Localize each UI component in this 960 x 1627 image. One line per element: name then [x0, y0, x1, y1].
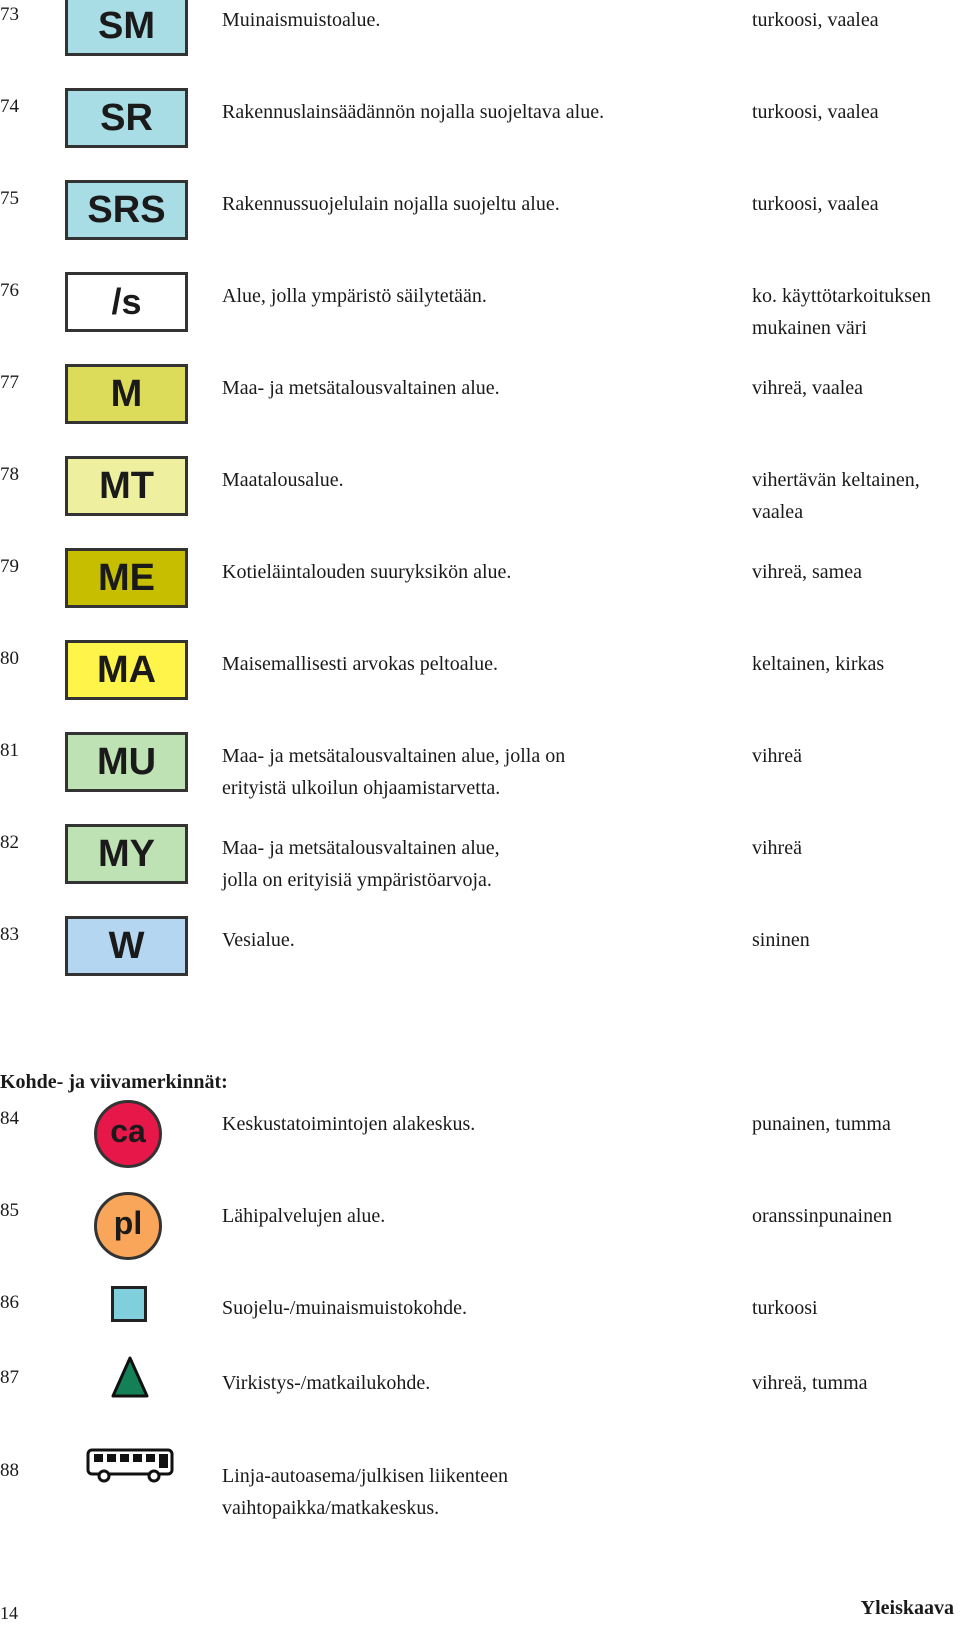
- row-number: 84: [0, 1108, 19, 1129]
- area-code-box: MY: [65, 824, 188, 884]
- row-color: keltainen, kirkas: [752, 653, 885, 675]
- row-number: 75: [0, 188, 19, 209]
- row-number: 82: [0, 832, 19, 853]
- triangle-icon: [110, 1355, 150, 1399]
- service-circle-icon: pl: [94, 1192, 162, 1260]
- row-color: punainen, tumma: [752, 1113, 891, 1135]
- area-code-box: M: [65, 364, 188, 424]
- row-description: Vesialue.: [222, 929, 295, 951]
- row-description: Suojelu-/muinaismuistokohde.: [222, 1297, 467, 1319]
- area-code-box: SM: [65, 0, 188, 56]
- row-description: Alue, jolla ympäristö säilytetään.: [222, 285, 487, 307]
- row-color: turkoosi, vaalea: [752, 9, 879, 31]
- row-color: turkoosi: [752, 1297, 818, 1319]
- row-number: 76: [0, 280, 19, 301]
- row-number: 83: [0, 924, 19, 945]
- row-color: vihreä: [752, 745, 802, 767]
- square-icon: [111, 1286, 147, 1322]
- row-color: vihreä, vaalea: [752, 377, 864, 399]
- row-description: Lähipalvelujen alue.: [222, 1205, 386, 1227]
- row-description: Virkistys-/matkailukohde.: [222, 1372, 431, 1394]
- row-number: 77: [0, 372, 19, 393]
- row-number: 73: [0, 4, 19, 25]
- row-number: 88: [0, 1460, 19, 1481]
- row-description: Maatalousalue.: [222, 469, 344, 491]
- section-heading: Kohde- ja viivamerkinnät:: [0, 1071, 228, 1093]
- row-color: turkoosi, vaalea: [752, 101, 879, 123]
- row-description: Maisemallisesti arvokas peltoalue.: [222, 653, 499, 675]
- row-description: Maa- ja metsätalousvaltainen alue, jolla on erityisiä ympäristöarvoja.: [222, 837, 500, 891]
- row-color: turkoosi, vaalea: [752, 193, 879, 215]
- area-code-box: /s: [65, 272, 188, 332]
- bus-icon: [86, 1448, 174, 1484]
- row-color: ko. käyttötarkoituksen mukainen väri: [752, 285, 931, 339]
- row-number: 87: [0, 1367, 19, 1388]
- row-number: 86: [0, 1292, 19, 1313]
- row-color: sininen: [752, 929, 810, 951]
- area-code-box: ME: [65, 548, 188, 608]
- row-color: vihreä, tumma: [752, 1372, 868, 1394]
- row-number: 85: [0, 1200, 19, 1221]
- row-color: vihertävän keltainen, vaalea: [752, 469, 920, 523]
- row-color: vihreä: [752, 837, 802, 859]
- row-description: Keskustatoimintojen alakeskus.: [222, 1113, 476, 1135]
- row-description: Kotieläintalouden suuryksikön alue.: [222, 561, 512, 583]
- row-number: 79: [0, 556, 19, 577]
- document-title: Yleiskaava: [860, 1597, 954, 1619]
- row-color: oranssinpunainen: [752, 1205, 892, 1227]
- area-code-box: MA: [65, 640, 188, 700]
- row-description: Linja-autoasema/julkisen liikenteen vaihtopaikka/matkakeskus.: [222, 1465, 509, 1519]
- row-description: Maa- ja metsätalousvaltainen alue.: [222, 377, 500, 399]
- row-description: Maa- ja metsätalousvaltainen alue, jolla on erityistä ulkoilun ohjaamistarvetta.: [222, 745, 566, 799]
- area-code-box: MU: [65, 732, 188, 792]
- row-number: 80: [0, 648, 19, 669]
- area-code-box: SR: [65, 88, 188, 148]
- row-number: 78: [0, 464, 19, 485]
- row-number: 81: [0, 740, 19, 761]
- area-code-box: MT: [65, 456, 188, 516]
- area-code-box: SRS: [65, 180, 188, 240]
- area-code-box: W: [65, 916, 188, 976]
- row-description: Rakennuslainsäädännön nojalla suojeltava alue.: [222, 101, 605, 123]
- page-number: 14: [0, 1603, 18, 1623]
- center-circle-icon: ca: [94, 1100, 162, 1168]
- row-number: 74: [0, 96, 19, 117]
- row-color: vihreä, samea: [752, 561, 862, 583]
- row-description: Muinaismuistoalue.: [222, 9, 381, 31]
- row-description: Rakennussuojelulain nojalla suojeltu alue.: [222, 193, 560, 215]
